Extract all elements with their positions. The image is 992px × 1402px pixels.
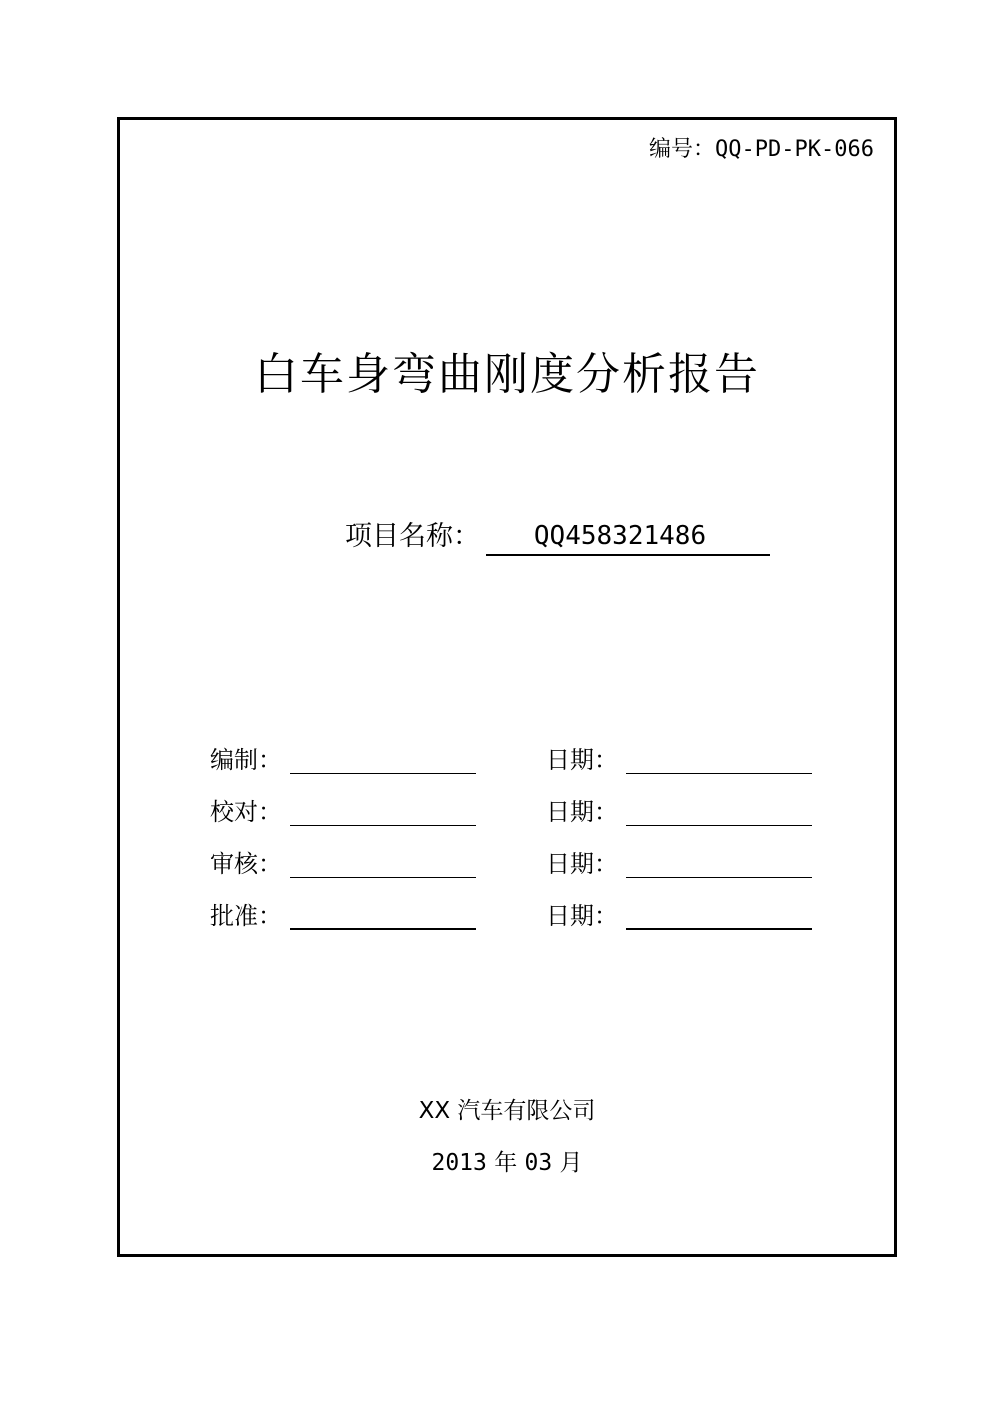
signoff-row-review xyxy=(210,828,820,880)
signoff-row-compile xyxy=(210,724,820,776)
proofread-label: 校对： xyxy=(210,798,282,826)
project-name-label: 项目名称： xyxy=(345,521,480,552)
signoff-date-cell xyxy=(546,796,812,828)
compile-date-label: 日期： xyxy=(546,746,618,774)
compile-signature-line xyxy=(290,773,476,774)
approve-date-label: 日期： xyxy=(546,902,618,930)
review-date-label: 日期： xyxy=(546,850,618,878)
signoff-date-cell xyxy=(546,744,812,776)
signoff-row-approve xyxy=(210,880,820,932)
approve-signature-line xyxy=(290,928,476,930)
signoff-date-cell xyxy=(546,900,812,932)
company-name: XX 汽车有限公司 xyxy=(418,1098,596,1124)
signoff-date-cell xyxy=(546,848,812,880)
report-month-unit: 月 xyxy=(559,1150,583,1176)
report-year: 2013 xyxy=(431,1150,487,1176)
report-title: 白车身弯曲刚度分析报告 xyxy=(254,349,760,400)
signoff-role-cell xyxy=(210,744,546,776)
review-signature-line xyxy=(290,877,476,878)
signoff-row-proofread xyxy=(210,776,820,828)
document-number-label: 编号： xyxy=(649,137,716,162)
signoff-role-cell xyxy=(210,796,546,828)
compile-label: 编制： xyxy=(210,746,282,774)
signoff-table xyxy=(210,724,820,932)
compile-date-line xyxy=(626,773,812,774)
approve-date-line xyxy=(626,928,812,930)
approve-label: 批准： xyxy=(210,902,282,930)
signoff-role-cell xyxy=(210,900,546,932)
project-row xyxy=(345,516,770,556)
cover-frame xyxy=(117,117,897,1257)
proofread-date-label: 日期： xyxy=(546,798,618,826)
proofread-signature-line xyxy=(290,825,476,826)
review-label: 审核： xyxy=(210,850,282,878)
report-month: 03 xyxy=(524,1150,553,1176)
signoff-role-cell xyxy=(210,848,546,880)
document-number-value: QQ-PD-PK-066 xyxy=(715,137,874,162)
review-date-line xyxy=(626,877,812,878)
project-name-value: QQ458321486 xyxy=(486,518,770,556)
proofread-date-line xyxy=(626,825,812,826)
report-date xyxy=(120,1144,894,1177)
report-year-unit: 年 xyxy=(494,1150,518,1176)
document-number xyxy=(649,132,874,163)
